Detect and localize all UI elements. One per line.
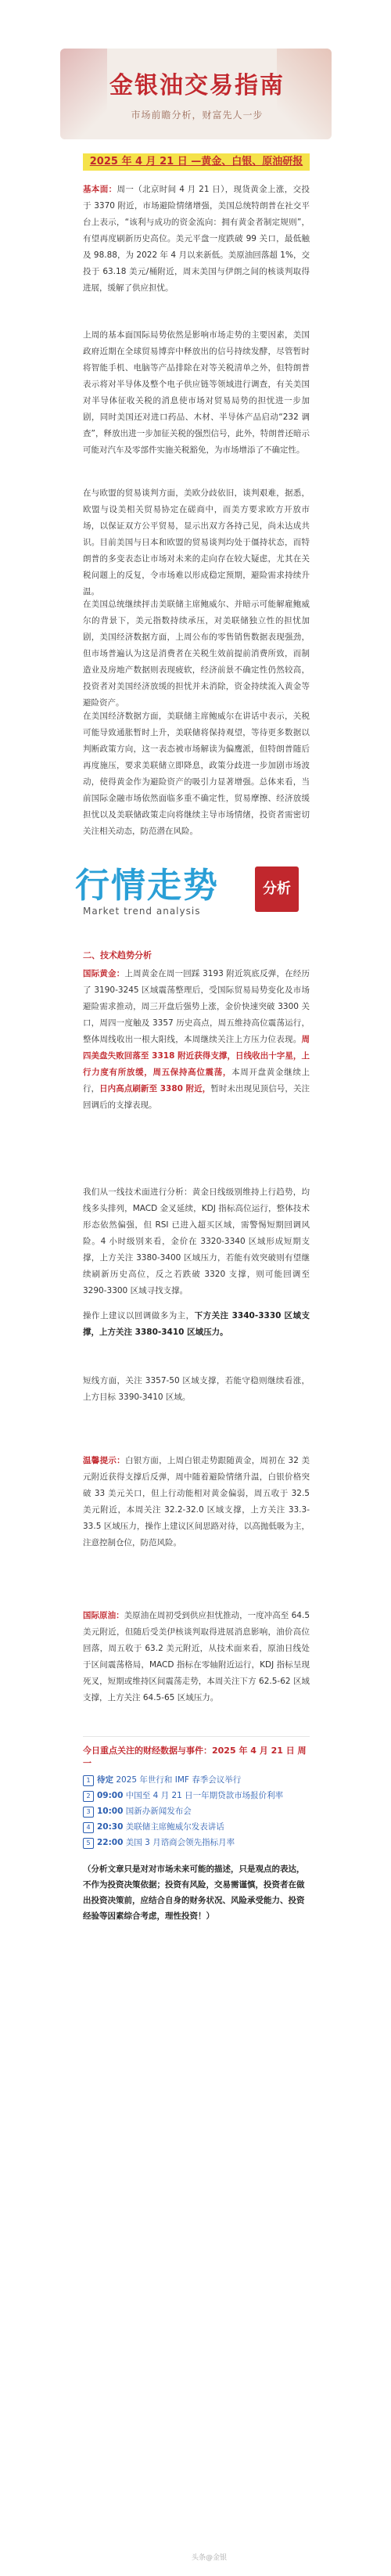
trend-tag: 分析 bbox=[255, 866, 299, 912]
paragraph-text: 本周开盘黄金继续上行， bbox=[83, 1068, 310, 1093]
highlight-text: 周四美盘失败回落至 3318 附近获得支撑，日线收出十字星，上行力度有所放缓，周五保持高位震荡， bbox=[83, 1035, 310, 1077]
trend-banner bbox=[70, 857, 321, 931]
event-time: 09:00 bbox=[97, 1791, 124, 1800]
events-list bbox=[83, 1744, 310, 1850]
report-headline: 2025 年 4 月 21 日 —黄金、白银、原油研报 bbox=[83, 153, 310, 171]
event-time: 10:00 bbox=[97, 1807, 124, 1816]
paragraph-eu: 在与欧盟的贸易谈判方面，美欧分歧依旧，谈判艰难，据悉，欧盟与设美相关贸易协定在磋商中，而美方要求欧方开放市场，以保证双方公平贸易，显示出双方各持己见，尚未达成共识。目前美国与日本和欧盟的贸易谈判均处于僵持状态，而特朗普的多变表态让市场对未来的走向存在较大疑虑，尤其在关税问题上的反复，令市场难以形成稳定预期，避险需求持续升温。 bbox=[83, 488, 310, 596]
event-number: 1 bbox=[83, 1775, 94, 1786]
trend-title: 行情走势 bbox=[75, 866, 219, 906]
paragraph-lead: 温馨提示： bbox=[83, 1456, 125, 1465]
paragraph-oil bbox=[83, 1608, 310, 1706]
banner-title: 金银油交易指南 bbox=[109, 72, 285, 99]
event-time: 22:00 bbox=[97, 1838, 124, 1847]
event-number: 2 bbox=[83, 1791, 94, 1802]
event-item bbox=[83, 1819, 310, 1835]
paragraph-text: 周一（北京时间 4 月 21 日），现货黄金上涨，交投于 3370 附近，市场避险情绪增强，美国总统特朗普在社交平台上表示，“该利与成功的资金流向：拥有黄金者制定规则”，有望再度刷新历史高位。美元平盘一度跌破 99 关口，最低触及 98.88，为 2022 年 4 月以来新低。美原油回落超 1%，交投于 63.18 美元/桶附近，周末美国与伊朗之间的核谈判取得进展，缓解了供应担忧。 bbox=[83, 185, 310, 293]
paragraph-text: 上周黄金在周一回踩 3193 附近筑底反弹，在经历了 3190-3245 区域震荡整理后，受国际贸易局势变化及市场避险需求推动，周三开盘后强势上涨，金价快速突破 3300 关口，周四一度触及 3357 历史高点，周五维持高位震荡运行，整体周线收出一根大阳线，本周继续关注上方压力位表现。 bbox=[83, 969, 310, 1044]
trend-subtitle: Market trend analysis bbox=[83, 906, 201, 917]
paragraph-lead: 基本面： bbox=[83, 185, 117, 194]
event-text: 美国 3 月谘商会领先指标月率 bbox=[125, 1838, 235, 1847]
event-item bbox=[83, 1803, 310, 1819]
highlight-text: 下方关注 3340-3330 区域支撑，上方关注 3380-3410 区域压力。 bbox=[83, 1311, 310, 1337]
header-banner bbox=[60, 49, 332, 139]
paragraph-data: 在美国经济数据方面，美联储主席鲍威尔在讲话中表示，关税可能导致通胀暂时上升，美联储将保持观望，等待更多数据以判断政策方向，这一表态被市场解读为偏鹰派，但特朗普随后再度施压，要求美联储立即降息，政策分歧进一步加剧市场波动，使得黄金作为避险资产的吸引力显著增强。总体来看，当前国际金融市场依然面临多重不确定性，贸易摩擦、经济放缓担忧以及美联储政策走向将继续主导市场情绪，投资者需密切关注相关动态，防范潜在风险。 bbox=[83, 712, 310, 836]
paragraph-gold-strategy bbox=[83, 1308, 310, 1341]
event-time: 待定 bbox=[97, 1775, 113, 1785]
paragraph-fundamentals bbox=[83, 182, 310, 297]
event-text: 美联储主席鲍威尔发表讲话 bbox=[125, 1822, 224, 1832]
paragraph-text: 操作上建议以回调做多为主， bbox=[83, 1311, 195, 1320]
highlight-text: 日内高点刷新至 3380 附近， bbox=[99, 1084, 211, 1093]
paragraph-fed: 在美国总统继续抨击美联储主席鲍威尔、并暗示可能解雇鲍威尔的背景下，美元指数持续承压，对美联储独立性的担忧加剧，美国经济数据方面，上周公布的零售销售数据表现强劲，但市场普遍认为这是消费者在关税生效前提前消费所致，而制造业及房地产数据则表现疲软，经济前景不确定性仍然较高，投资者对美国经济放缓的担忧并未消除，资金持续流入黄金等避险资产。 bbox=[83, 600, 310, 708]
event-item bbox=[83, 1788, 310, 1803]
paragraph-lead: 国际黄金： bbox=[83, 969, 125, 978]
event-item bbox=[83, 1835, 310, 1850]
event-item bbox=[83, 1772, 310, 1788]
paragraph-silver bbox=[83, 1453, 310, 1551]
paragraph-gold bbox=[83, 966, 310, 1114]
watermark: 头条@金银 bbox=[192, 2554, 228, 2562]
paragraph-text: 暂时未出现见顶信号，关注回调后的支撑表现。 bbox=[83, 1084, 310, 1110]
paragraph-text: 美原油在周初受到供应担忧推动，一度冲高至 64.5 美元附近，但随后受美伊核谈判取得进展消息影响，油价高位回落，周五收于 63.2 美元附近，从技术面来看，原油日线处于区间震荡格局，MACD 指标在零轴附近运行，KDJ 指标呈现死叉，短期或维持区间震荡走势，本周关注下方 62.5-62 区域支撑，上方关注 64.5-65 区域压力。 bbox=[83, 1611, 310, 1702]
paragraph-trade: 上周的基本面国际局势依然是影响市场走势的主要因素，美国政府近期在全球贸易博弈中释放出的信号持续发酵，尽管暂时将智能手机、电脑等产品排除在对等关税清单之外，但特朗普表示将对半导体及整个电子供应链等领域进行调查，有关美国对半导体征收关税的消息使市场对贸易局势的担忧进一步加剧，同时美国还对进口药品、木材、半导体产品启动“232 调查”，释放出进一步加征关税的强烈信号，此外，特朗普还暗示可能对汽车及零部件实施关税豁免，为市场增添了不确定性。 bbox=[83, 330, 310, 455]
event-text: 国新办新闻发布会 bbox=[125, 1807, 192, 1816]
disclaimer: （分析文章只是对对市场未来可能的描述，只是观点的表达，不作为投资决策依据；投资有风险，交易需谨慎，投资者在做出投资决策前，应结合自身的财务状况、风险承受能力、投资经验等因素综合考虑，理性投资！） bbox=[83, 1864, 305, 1921]
paragraph-gold-shortterm: 短线方面，关注 3357-50 区域支撑，若能守稳则继续看涨，上方目标 3390-3410 区域。 bbox=[83, 1376, 310, 1402]
events-title: 今日重点关注的财经数据与事件：2025 年 4 月 21 日 周一 bbox=[83, 1746, 307, 1768]
event-time: 20:30 bbox=[97, 1822, 124, 1832]
section-title-technical: 二、技术趋势分析 bbox=[83, 950, 152, 960]
event-number: 4 bbox=[83, 1822, 94, 1833]
banner-subtitle: 市场前瞻分析，财富先人一步 bbox=[131, 110, 264, 121]
paragraph-lead: 国际原油： bbox=[83, 1611, 124, 1620]
event-number: 5 bbox=[83, 1838, 94, 1849]
paragraph-gold-technical: 我们从一线技术面进行分析：黄金日线级别维持上行趋势，均线多头排列，MACD 金叉延续，KDJ 指标高位运行，整体技术形态依然偏强，但 RSI 已进入超买区域，需警惕短期回调风险。4 小时级别来看，金价在 3320-3340 区域形成短期支撑，上方关注 3380-3400 区域压力，若能有效突破则有望继续刷新历史高位，反之若跌破 3320 支撑，则可能回调至 3290-3300 区域寻找支撑。 bbox=[83, 1187, 310, 1295]
event-text: 2025 年世行和 IMF 春季会议举行 bbox=[116, 1775, 242, 1785]
paragraph-text: 白银方面，上周白银走势跟随黄金，周初在 32 美元附近获得支撑后反弹，周中随着避险情绪升温，白银价格突破 33 美元关口，但上行动能相对黄金偏弱，周五收于 32.5 美元附近，本周关注 32.2-32.0 区域支撑，上方关注 33.3-33.5 区域压力，操作上建议区间思路对待，以高抛低吸为主，注意控制仓位，防范风险。 bbox=[83, 1456, 310, 1547]
event-text: 中国至 4 月 21 日一年期贷款市场报价利率 bbox=[125, 1791, 284, 1800]
divider bbox=[83, 1736, 310, 1737]
event-number: 3 bbox=[83, 1807, 94, 1818]
